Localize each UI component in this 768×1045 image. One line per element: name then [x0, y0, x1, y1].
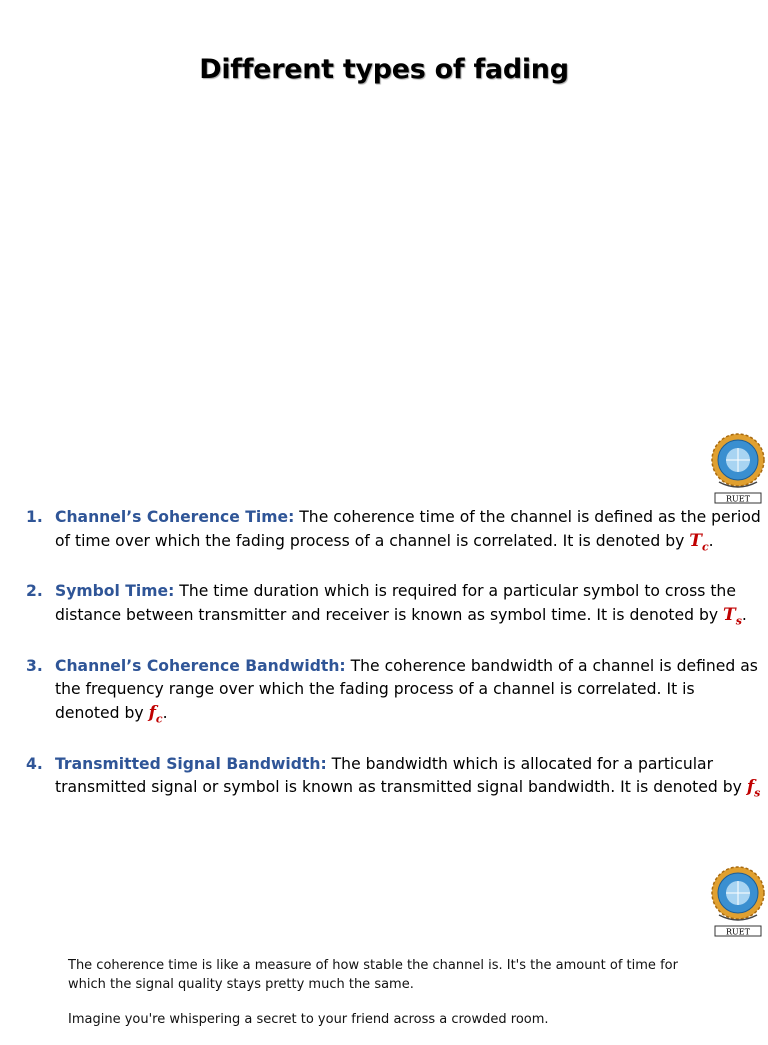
term-description: The coherence bandwidth of a channel is defined as the frequency range over which the fading process of a channel is correlated. It is denoted by: [55, 656, 758, 722]
ruet-emblem-icon: [709, 432, 767, 506]
list-number: 1.: [26, 508, 43, 526]
ruet-logo-bottom: [709, 865, 767, 939]
term-description: The bandwidth which is allocated for a particular transmitted signal or symbol is known as transmitted signal bandwidth. It is denoted by: [55, 754, 747, 797]
ruet-logo-top: [709, 432, 767, 506]
list-item: [26, 580, 761, 632]
list-item: [26, 753, 761, 805]
note-paragraph: The coherence time is like a measure of how stable the channel is. It's the amount of time for which the signal quality stays pretty much the same.: [68, 958, 678, 992]
term-label: Channel’s Coherence Time:: [55, 508, 295, 526]
list-number: 4.: [26, 754, 43, 773]
math-symbol: $T_c$: [689, 530, 709, 553]
tail-text: .: [741, 605, 747, 624]
svg-text:RUET: RUET: [726, 494, 750, 504]
list-number: 2.: [26, 582, 43, 601]
term-label: Transmitted Signal Bandwidth:: [55, 754, 327, 773]
math-symbol: $f_s$: [746, 777, 761, 800]
math-symbol: $T_s$: [723, 604, 742, 628]
list-item: [26, 655, 761, 731]
note-paragraph: Imagine you're whispering a secret to your friend across a crowded room.: [68, 1012, 549, 1027]
speaker-note: [68, 956, 718, 1045]
slide-title: Different types of fading: [199, 54, 569, 85]
tail-text: .: [162, 703, 168, 722]
math-symbol: $f_c$: [148, 702, 163, 726]
svg-text:RUET: RUET: [726, 927, 750, 937]
fading-terms-list: [26, 506, 761, 805]
term-label: Symbol Time:: [55, 582, 175, 601]
ruet-emblem-icon: [709, 865, 767, 939]
list-item: [26, 506, 761, 558]
tail-text: .: [708, 531, 714, 550]
list-number: 3.: [26, 656, 43, 675]
term-description: The time duration which is required for a particular symbol to cross the distance between transmitter and receiver is known as symbol time. It is denoted by: [55, 582, 736, 624]
term-description: The coherence time of the channel is defined as the period of time over which the fading process of a channel is correlated. It is denoted by: [55, 508, 761, 550]
term-label: Channel’s Coherence Bandwidth:: [55, 656, 346, 675]
